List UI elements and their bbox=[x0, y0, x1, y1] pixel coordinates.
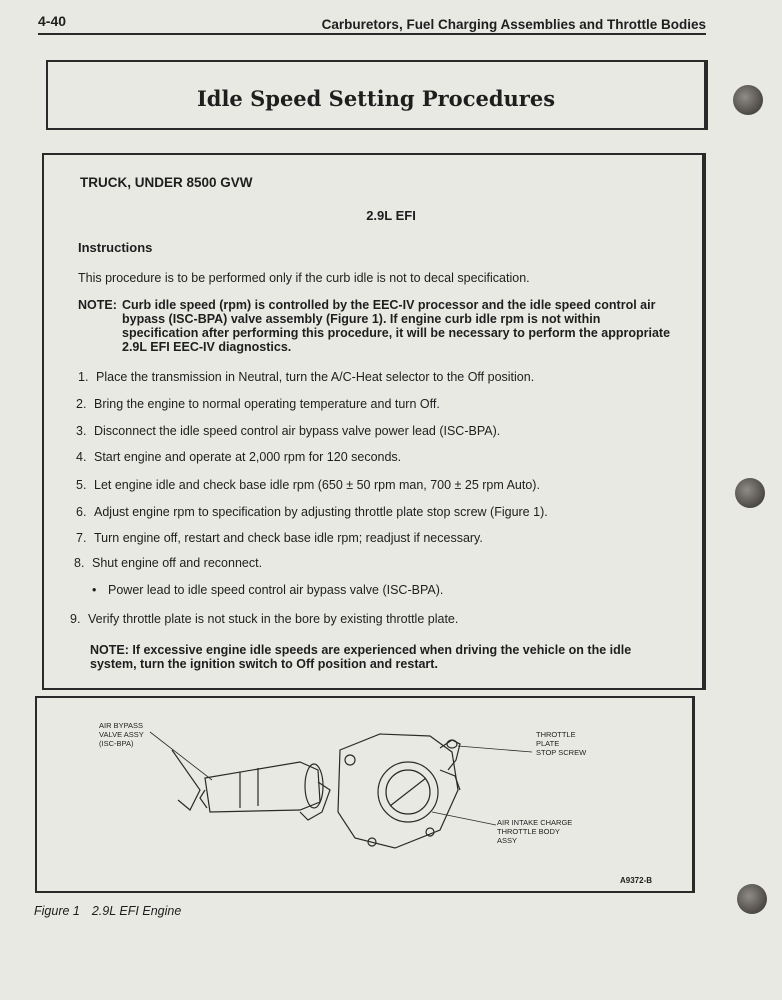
step-text: Verify throttle plate is not stuck in the bore by existing throttle plate. bbox=[88, 612, 459, 626]
note-text: Curb idle speed (rpm) is controlled by the EEC-IV processor and the idle speed control air bypass (ISC-BPA) valve assembly (Figure 1). If engine curb idle rpm is not within specification after performing this procedure, it will be necessary to perform the appropriate 2.9L EFI EEC-IV diagnostics. bbox=[122, 298, 671, 354]
step-number: 8. bbox=[74, 556, 85, 570]
figure-caption-text: 2.9L EFI Engine bbox=[91, 904, 182, 918]
note-label: NOTE: bbox=[78, 298, 117, 312]
callout-air-bypass-valve: AIR BYPASS VALVE ASSY (ISC-BPA) bbox=[99, 721, 144, 748]
engine-subheading: 2.9L EFI bbox=[366, 208, 416, 223]
figure-caption bbox=[34, 904, 181, 918]
note-2: NOTE: If excessive engine idle speeds are experienced when driving the vehicle on the idle system, turn the ignition switch to Off position and restart. bbox=[90, 643, 632, 671]
throttle-plate bbox=[390, 778, 426, 806]
page-number: 4-40 bbox=[38, 13, 67, 29]
step-text: Disconnect the idle speed control air bypass valve power lead (ISC-BPA). bbox=[94, 424, 501, 438]
throttle-housing bbox=[338, 734, 458, 848]
intro-text: This procedure is to be performed only if the curb idle is not to decal specification. bbox=[78, 271, 530, 285]
step-text: Shut engine off and reconnect. bbox=[92, 556, 263, 570]
step-text: Turn engine off, restart and check base idle rpm; readjust if necessary. bbox=[94, 531, 483, 545]
callout-stop-screw: THROTTLE PLATE STOP SCREW bbox=[536, 730, 587, 757]
page-title: Idle Speed Setting Procedures bbox=[196, 86, 556, 111]
bullet-text: Power lead to idle speed control air bypass valve (ISC-BPA). bbox=[108, 583, 444, 597]
step-number: 6. bbox=[76, 505, 87, 519]
step-text: Place the transmission in Neutral, turn the A/C-Heat selector to the Off position. bbox=[96, 370, 535, 384]
step-number: 3. bbox=[76, 424, 87, 438]
instructions-heading: Instructions bbox=[78, 240, 153, 255]
step-number: 4. bbox=[76, 450, 87, 464]
step-number: 5. bbox=[76, 478, 87, 492]
step-text: Let engine idle and check base idle rpm (650 ± 50 rpm man, 700 ± 25 rpm Auto). bbox=[94, 478, 540, 492]
figure-number: Figure 1 bbox=[34, 904, 80, 918]
step-number: 2. bbox=[76, 397, 87, 411]
chapter-title: Carburetors, Fuel Charging Assemblies and Throttle Bodies bbox=[321, 17, 706, 32]
step-text: Bring the engine to normal operating temperature and turn Off. bbox=[94, 397, 440, 411]
step-number: 7. bbox=[76, 531, 87, 545]
bypass-valve-end bbox=[305, 764, 323, 808]
bullet-dot: • bbox=[92, 583, 97, 597]
leader-bypass bbox=[150, 732, 212, 780]
leader-stop-screw bbox=[458, 746, 532, 752]
leader-throttle-body bbox=[432, 812, 496, 825]
step-number: 1. bbox=[78, 370, 89, 384]
callout-throttle-body: AIR INTAKE CHARGE THROTTLE BODY ASSY bbox=[497, 818, 573, 845]
bypass-valve-body bbox=[205, 762, 320, 812]
step-number: 9. bbox=[70, 612, 81, 626]
section-heading: TRUCK, UNDER 8500 GVW bbox=[80, 175, 253, 190]
step-text: Adjust engine rpm to specification by adjusting throttle plate stop screw (Figure 1). bbox=[94, 505, 548, 519]
bracket-line bbox=[172, 750, 200, 810]
figure-code: A9372-B bbox=[620, 876, 653, 885]
step-text: Start engine and operate at 2,000 rpm for 120 seconds. bbox=[94, 450, 402, 464]
